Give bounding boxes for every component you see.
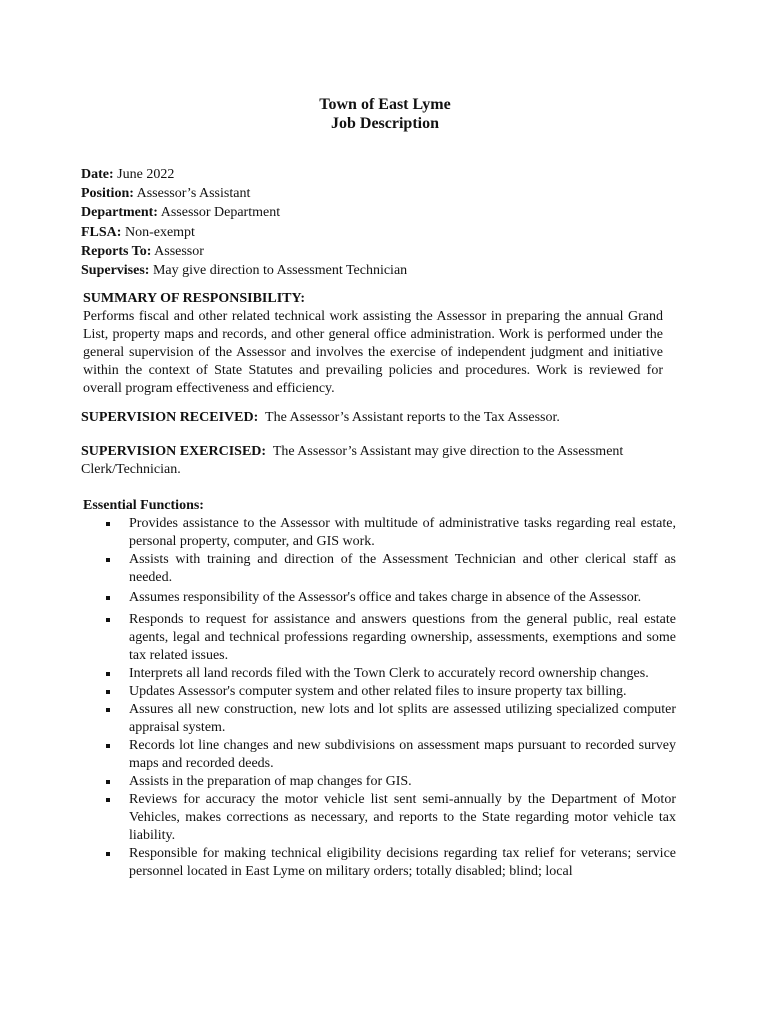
bullet-icon: [106, 596, 110, 600]
meta-value: May give direction to Assessment Technician: [152, 263, 408, 279]
essential-functions-section: [83, 497, 676, 881]
bullet-icon: [106, 852, 110, 856]
meta-reports-to: [81, 242, 407, 261]
bullet-icon: [106, 798, 110, 802]
bullet-icon: [106, 558, 110, 562]
supervision-received-text: The Assessor’s Assistant reports to the Tax Assessor.: [265, 410, 560, 425]
summary-text: Performs fiscal and other related technical work assisting the Assessor in preparing the annual Grand List, property maps and records, and other general office administration. Work is performed under the general supervision of the Assessor and involves the exercise of independent judgment and initiative within the context of State Statutes and prevailing policies and procedures. Work is reviewed for overall program effectiveness and efficiency.: [83, 309, 663, 396]
supervision-exercised-label: SUPERVISION EXERCISED:: [81, 444, 267, 459]
list-item: [83, 665, 676, 683]
meta-label: Department:: [81, 205, 158, 221]
list-item-text: Responsible for making technical eligibility decisions regarding tax relief for veterans; service personnel located in East Lyme on military orders; totally disabled; blind; local: [129, 846, 676, 879]
list-item: [83, 551, 676, 587]
list-item-text: Reviews for accuracy the motor vehicle list sent semi-annually by the Department of Motor Vehicles, makes corrections as necessary, and reports to the State regarding motor vehicle tax liability.: [129, 792, 676, 843]
bullet-icon: [106, 690, 110, 694]
list-item: [83, 683, 676, 701]
list-item-text: Assures all new construction, new lots and lot splits are assessed utilizing specialized computer appraisal system.: [129, 702, 676, 735]
document-type: Job Description: [331, 115, 439, 132]
list-item-text: Interprets all land records filed with the Town Clerk to accurately record ownership changes.: [129, 666, 649, 681]
meta-label: Supervises:: [81, 263, 150, 279]
list-item: [83, 515, 676, 551]
meta-label: Reports To:: [81, 243, 152, 259]
meta-supervises: [81, 261, 407, 280]
list-item: [83, 845, 676, 881]
list-item-text: Provides assistance to the Assessor with multitude of administrative tasks regarding real estate, personal property, computer, and GIS work.: [129, 516, 676, 549]
list-item: [83, 589, 676, 607]
summary-section: [83, 290, 663, 398]
bullet-icon: [106, 744, 110, 748]
summary-heading: SUMMARY OF RESPONSIBILITY:: [83, 291, 305, 306]
list-item-text: Assists in the preparation of map changes for GIS.: [129, 774, 412, 789]
meta-value: Assessor: [154, 243, 204, 259]
meta-value: Non-exempt: [124, 224, 195, 240]
bullet-icon: [106, 672, 110, 676]
list-item-text: Updates Assessor's computer system and other related files to insure property tax billing.: [129, 684, 627, 699]
list-item: [83, 701, 676, 737]
meta-position: [81, 184, 407, 203]
list-item-text: Assists with training and direction of the Assessment Technician and other clerical staff as needed.: [129, 552, 676, 585]
supervision-received: [81, 409, 676, 427]
meta-date: [81, 165, 407, 184]
job-metadata: [81, 165, 407, 280]
bullet-icon: [106, 618, 110, 622]
list-item: [83, 773, 676, 791]
meta-flsa: [81, 223, 407, 242]
essential-functions-heading: Essential Functions:: [83, 498, 204, 513]
bullet-icon: [106, 522, 110, 526]
list-item: [83, 737, 676, 773]
meta-value: Assessor Department: [160, 205, 281, 221]
document-title: [0, 95, 770, 133]
essential-functions-list: [83, 515, 676, 881]
meta-label: Date:: [81, 167, 114, 182]
supervision-exercised: [81, 443, 676, 479]
town-name: Town of East Lyme: [319, 96, 451, 113]
list-item-text: Responds to request for assistance and answers questions from the general public, real estate agents, legal and technical professions regarding ownership, assessments, exemptions and some tax related issues.: [129, 612, 676, 663]
list-item-text: Assumes responsibility of the Assessor's office and takes charge in absence of the Assessor.: [129, 590, 642, 605]
supervision-exercised-text: The Assessor’s Assistant may give direction to the Assessment Clerk/Technician.: [81, 444, 624, 477]
supervision-received-label: SUPERVISION RECEIVED:: [81, 410, 259, 425]
meta-value: June 2022: [117, 167, 175, 182]
meta-label: Position:: [81, 186, 134, 202]
bullet-icon: [106, 708, 110, 712]
meta-department: [81, 203, 407, 222]
list-item: [83, 611, 676, 665]
list-item-text: Records lot line changes and new subdivisions on assessment maps pursuant to recorded survey maps and recorded deeds.: [129, 738, 676, 771]
meta-value: Assessor’s Assistant: [136, 186, 251, 202]
meta-label: FLSA:: [81, 224, 122, 240]
list-item: [83, 791, 676, 845]
bullet-icon: [106, 780, 110, 784]
